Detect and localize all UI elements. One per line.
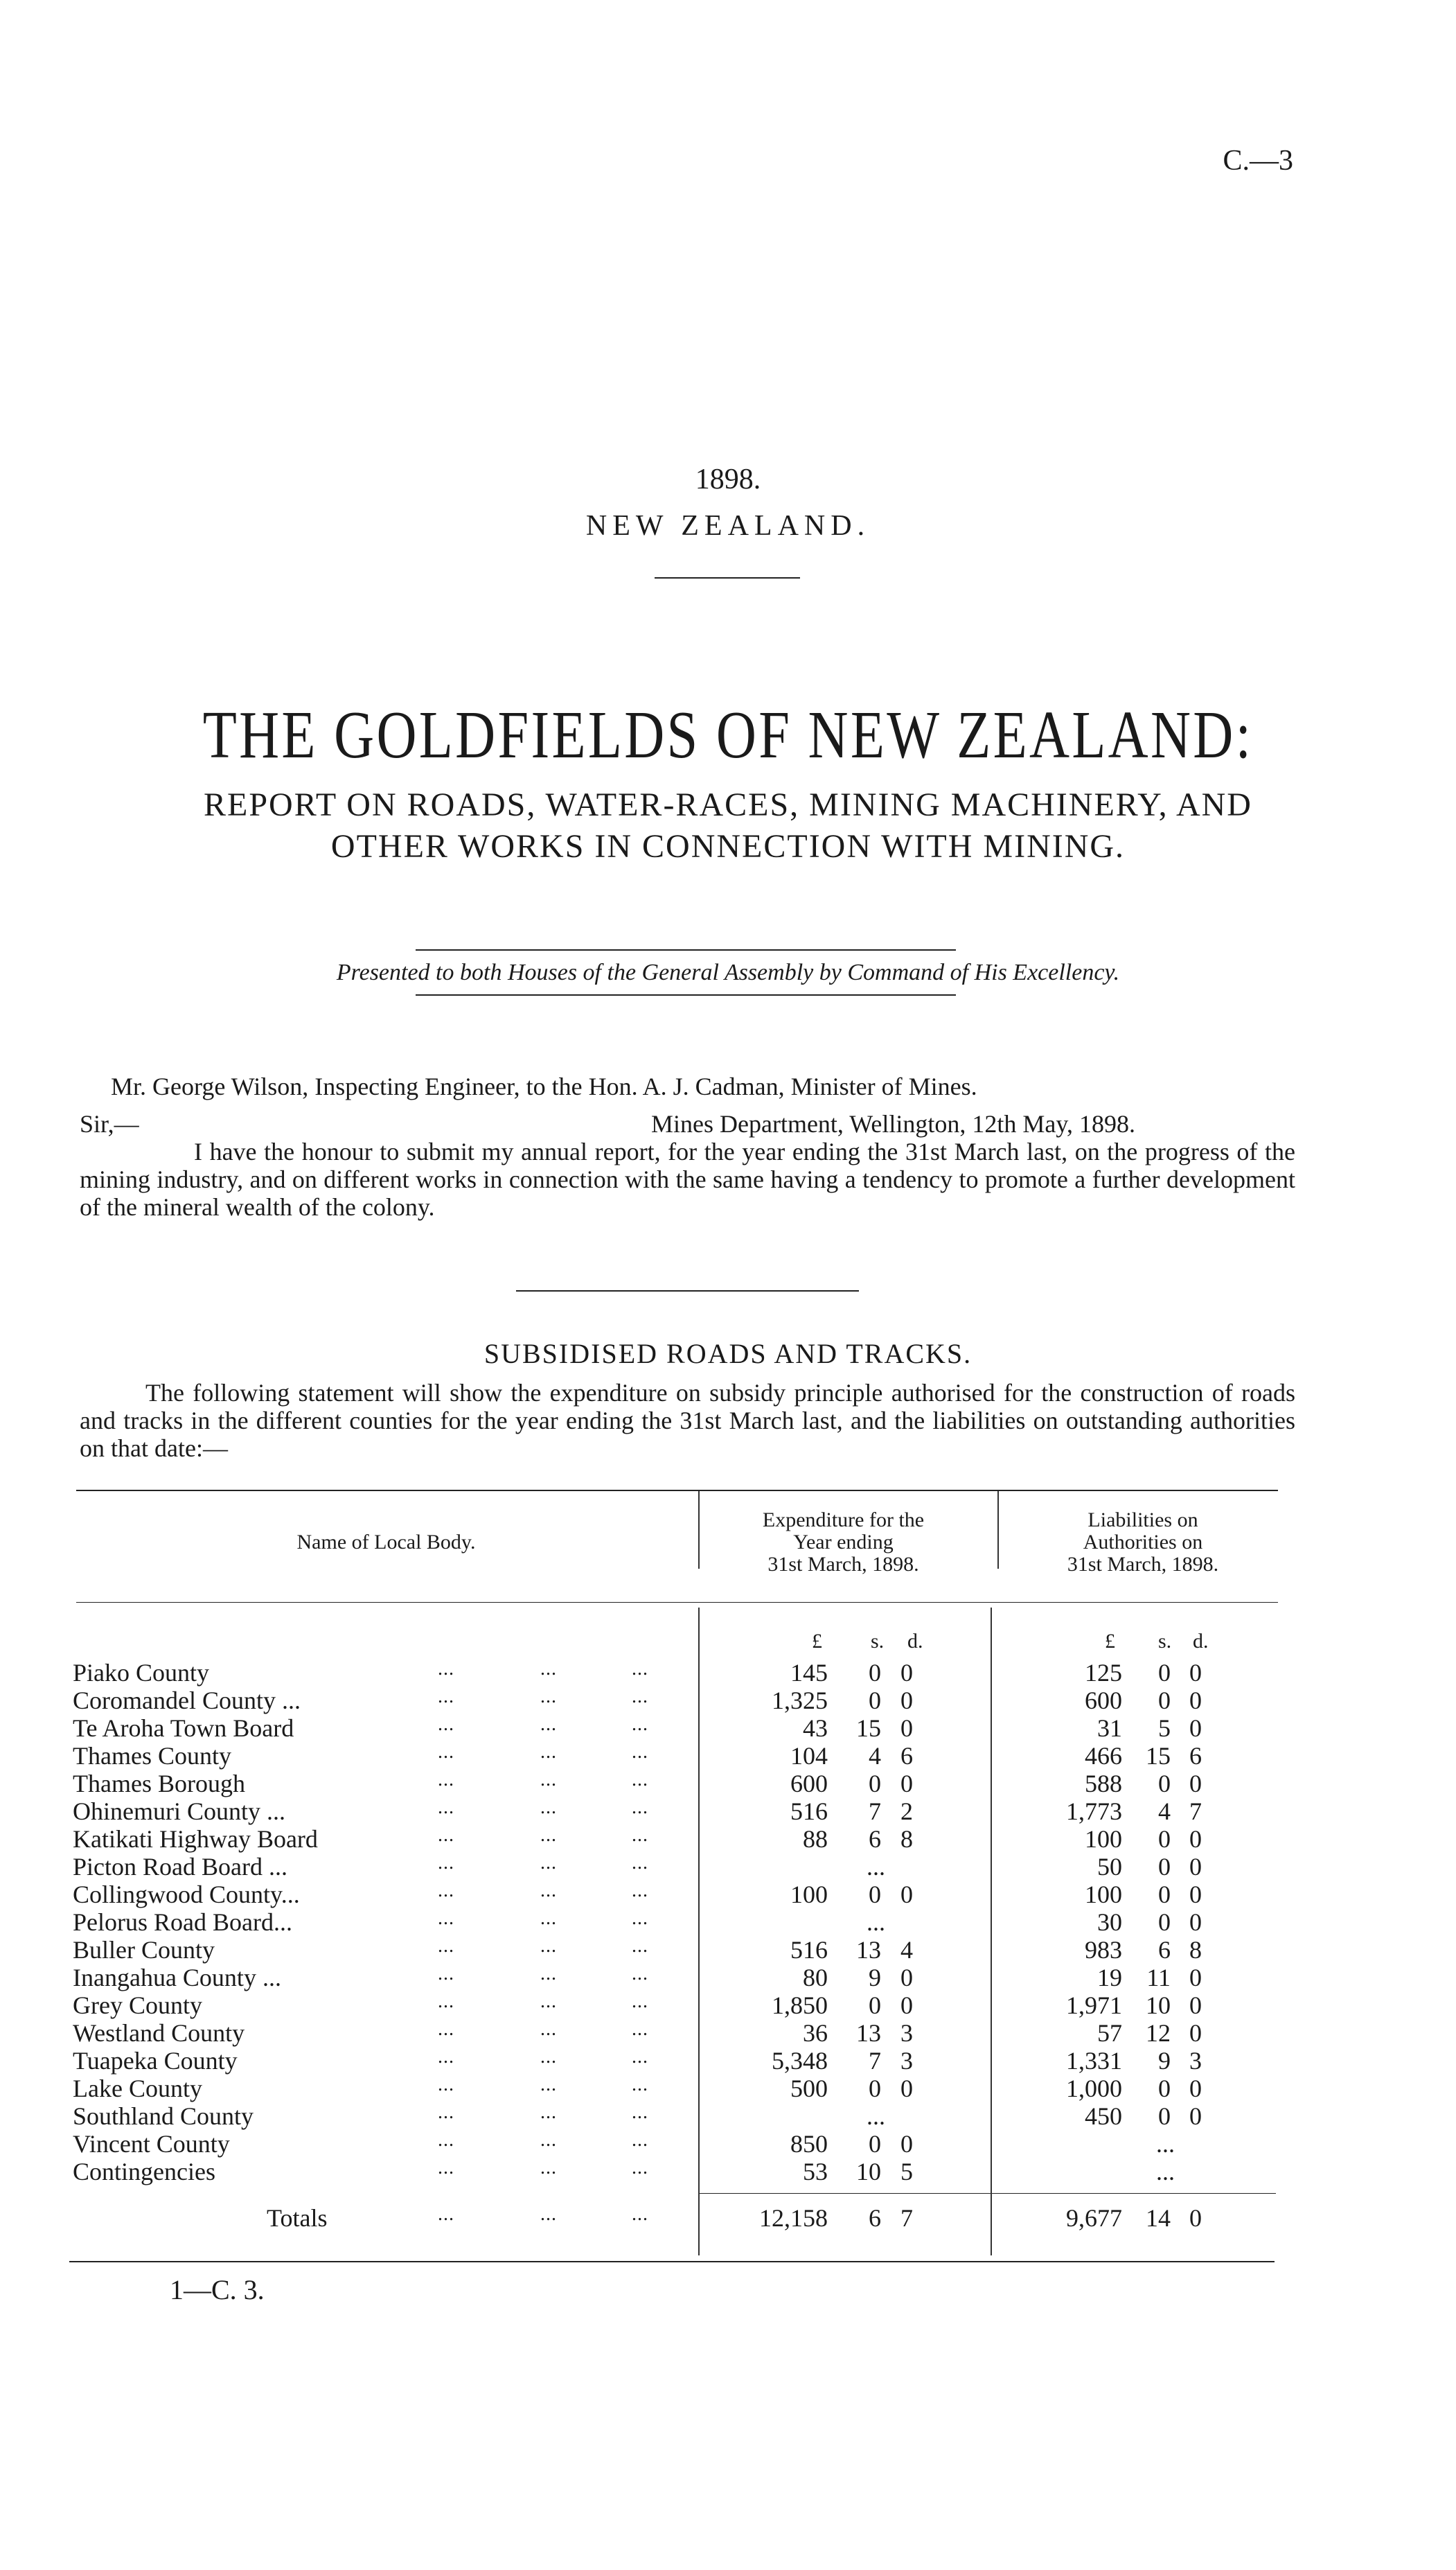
leader-dots: ... <box>632 1908 648 1929</box>
leader-dots: ... <box>438 2203 454 2225</box>
liability-pounds: 1,773 <box>1066 1797 1122 1825</box>
salutation: Sir,— <box>80 1110 139 1138</box>
liability-shillings: 5 <box>1158 1714 1171 1742</box>
liability-pounds: 600 <box>1085 1687 1122 1714</box>
expenditure-pounds: 36 <box>803 2019 828 2047</box>
liability-pence: 6 <box>1189 1742 1202 1770</box>
expenditure-shillings: 6 <box>869 1825 881 1853</box>
col-header-expenditure-2: Year ending <box>793 1531 894 1554</box>
table-row <box>0 1714 1456 1741</box>
liability-shillings: 4 <box>1158 1797 1171 1825</box>
liability-pence: 7 <box>1189 1797 1202 1825</box>
leader-dots: ... <box>438 1880 454 1901</box>
row-name: Westland County <box>73 2019 245 2047</box>
liability-pounds: 100 <box>1085 1881 1122 1908</box>
leader-dots: ... <box>632 1852 648 1874</box>
liability-pounds: 983 <box>1085 1936 1122 1964</box>
expenditure-pounds: 516 <box>790 1797 828 1825</box>
liability-pence: 0 <box>1189 1770 1202 1797</box>
subtitle-line-2: OTHER WORKS IN CONNECTION WITH MINING. <box>330 828 1126 865</box>
leader-dots: ... <box>540 2102 557 2123</box>
leader-dots: ... <box>632 1963 648 1984</box>
liability-shillings: 6 <box>1158 1936 1171 1964</box>
subtitle-line-1: REPORT ON ROADS, WATER-RACES, MINING MACHINERY, AND <box>204 786 1252 823</box>
col-header-name: Name of Local Body. <box>296 1531 476 1554</box>
row-name: Vincent County <box>73 2130 230 2158</box>
leader-dots: ... <box>540 1797 557 1818</box>
table-row <box>0 2074 1456 2102</box>
expenditure-pounds: 516 <box>790 1936 828 1964</box>
expenditure-shillings: 0 <box>869 1881 881 1908</box>
row-name: Coromandel County ... <box>73 1687 301 1714</box>
expenditure-pence: 0 <box>900 1714 913 1742</box>
liability-pence: 0 <box>1189 2019 1202 2047</box>
expenditure-shillings: 0 <box>869 1687 881 1714</box>
leader-dots: ... <box>632 1880 648 1901</box>
leader-dots: ... <box>540 1852 557 1874</box>
row-name: Piako County <box>73 1659 210 1687</box>
liability-pounds: 19 <box>1097 1964 1122 1991</box>
row-name: Picton Road Board ... <box>73 1853 287 1881</box>
leader-dots: ... <box>438 1852 454 1874</box>
leader-dots: ... <box>438 1714 454 1735</box>
liability-pence: 3 <box>1189 2047 1202 2075</box>
leader-dots: ... <box>438 1686 454 1707</box>
col-header-liabilities <box>997 1509 1288 1576</box>
leader-dots: ... <box>540 2157 557 2179</box>
expenditure-pounds: 80 <box>803 1964 828 1991</box>
expenditure-shillings: 7 <box>869 1797 881 1825</box>
expenditure-pounds: 600 <box>790 1770 828 1797</box>
liability-shillings: 0 <box>1158 1881 1171 1908</box>
col-header-liabilities-3: 31st March, 1898. <box>1067 1553 1219 1576</box>
liability-pence: 0 <box>1189 1687 1202 1714</box>
liability-shillings: 0 <box>1158 1687 1171 1714</box>
exp-unit-pound: £ <box>812 1630 822 1653</box>
totals-line <box>0 2203 1456 2231</box>
country-heading: NEW ZEALAND. <box>585 510 871 542</box>
expenditure-pence: 3 <box>900 2019 913 2047</box>
expenditure-pounds: 145 <box>790 1659 828 1687</box>
leader-dots: ... <box>540 1880 557 1901</box>
leader-dots: ... <box>632 1658 648 1680</box>
leader-dots: ... <box>438 2018 454 2040</box>
leader-dots: ... <box>540 1741 557 1763</box>
footer-reference: 1—C. 3. <box>170 2274 265 2305</box>
leader-dots: ... <box>540 1714 557 1735</box>
row-name: Pelorus Road Board... <box>73 1908 292 1936</box>
table-top-rule <box>76 1490 1278 1491</box>
liability-pounds: 450 <box>1085 2102 1122 2130</box>
expenditure-shillings: 10 <box>856 2158 881 2185</box>
expenditure-pounds: 100 <box>790 1881 828 1908</box>
leader-dots: ... <box>438 1991 454 2012</box>
liability-shillings: 0 <box>1158 1770 1171 1797</box>
row-name: Buller County <box>73 1936 215 1964</box>
liability-pence: 0 <box>1189 2075 1202 2102</box>
expenditure-pounds: 850 <box>790 2130 828 2158</box>
expenditure-pence: 0 <box>900 1991 913 2019</box>
table-row <box>0 1824 1456 1852</box>
expenditure-shillings: 0 <box>869 2130 881 2158</box>
liability-pounds: 1,971 <box>1066 1991 1122 2019</box>
page-reference: C.—3 <box>1223 145 1293 177</box>
table-row <box>0 2129 1456 2157</box>
liability-shillings: 0 <box>1158 1659 1171 1687</box>
expenditure-shillings: 0 <box>869 1770 881 1797</box>
leader-dots: ... <box>632 2157 648 2179</box>
leader-dots: ... <box>632 2129 648 2151</box>
expenditure-pence: 8 <box>900 1825 913 1853</box>
leader-dots: ... <box>540 2018 557 2040</box>
row-name: Inangahua County ... <box>73 1964 281 1991</box>
expenditure-pence: 0 <box>900 1687 913 1714</box>
liability-pounds: 466 <box>1085 1742 1122 1770</box>
section-title: SUBSIDISED ROADS AND TRACKS. <box>483 1338 973 1369</box>
table-row <box>0 1658 1456 1686</box>
leader-dots: ... <box>632 1714 648 1735</box>
liability-pounds: 125 <box>1085 1659 1122 1687</box>
leader-dots: ... <box>540 1991 557 2012</box>
expenditure-pounds: 53 <box>803 2158 828 2185</box>
expenditure-pounds: 88 <box>803 1825 828 1853</box>
expenditure-pounds: 5,348 <box>772 2047 828 2075</box>
liability-pounds: 57 <box>1097 2019 1122 2047</box>
totals-label: Totals <box>267 2204 328 2232</box>
expenditure-pence: 6 <box>900 1742 913 1770</box>
table-row <box>0 1908 1456 1935</box>
leader-dots: ... <box>540 1769 557 1790</box>
expenditure-pence: 0 <box>900 2130 913 2158</box>
table-header-rule <box>76 1602 1278 1603</box>
liability-shillings: 9 <box>1158 2047 1171 2075</box>
expenditure-pence: 2 <box>900 1797 913 1825</box>
total-expenditure-shillings: 6 <box>869 2204 881 2232</box>
leader-dots: ... <box>632 1686 648 1707</box>
leader-dots: ... <box>438 1797 454 1818</box>
leader-dots: ... <box>438 1741 454 1763</box>
expenditure-pence: 0 <box>900 1770 913 1797</box>
table-row <box>0 1935 1456 1963</box>
table-row <box>0 1991 1456 2018</box>
section-intro: The following statement will show the expenditure on subsidy principle authorised for the construction of roads and tracks in the different counties for the year ending the 31st March last, and the liabilities on outstanding authorities on that date:— <box>80 1379 1295 1462</box>
liability-pence: 0 <box>1189 1991 1202 2019</box>
expenditure-shillings: 13 <box>856 2019 881 2047</box>
liability-shillings: 15 <box>1146 1742 1171 1770</box>
row-name: Southland County <box>73 2102 254 2130</box>
leader-dots: ... <box>438 2157 454 2179</box>
presented-rule-bottom <box>416 994 956 996</box>
leader-dots: ... <box>632 1935 648 1957</box>
leader-dots: ... <box>632 1824 648 1846</box>
liability-pounds: 588 <box>1085 1770 1122 1797</box>
letter-body: I have the honour to submit my annual report, for the year ending the 31st March last, on the progress of the mining industry, and on different works in connection with the same having a tendency to promote a further development of the mineral wealth of the colony. <box>80 1138 1295 1221</box>
expenditure-pence: 5 <box>900 2158 913 2185</box>
leader-dots: ... <box>438 1935 454 1957</box>
presented-line: Presented to both Houses of the General Assembly by Command of His Excellency. <box>336 960 1120 985</box>
table-row <box>0 1852 1456 1880</box>
leader-dots: ... <box>438 2046 454 2068</box>
leader-dots: ... <box>540 1686 557 1707</box>
table-bottom-rule <box>69 2261 1275 2262</box>
short-rule <box>655 577 800 579</box>
row-name: Tuapeka County <box>73 2047 238 2075</box>
expenditure-shillings: 0 <box>869 2075 881 2102</box>
leader-dots: ... <box>632 2074 648 2095</box>
table-row <box>0 2018 1456 2046</box>
total-expenditure-pence: 7 <box>900 2204 913 2232</box>
exp-unit-pence: d. <box>907 1630 923 1653</box>
col-header-expenditure <box>700 1509 987 1576</box>
expenditure-pence: 0 <box>900 1881 913 1908</box>
liability-pounds: 1,000 <box>1066 2075 1122 2102</box>
liability-shillings: 0 <box>1158 2075 1171 2102</box>
liability-blank: ... <box>1156 2130 1175 2158</box>
expenditure-blank: ... <box>867 2102 885 2130</box>
liability-pence: 0 <box>1189 1659 1202 1687</box>
table-row <box>0 1963 1456 1991</box>
liability-shillings: 0 <box>1158 1853 1171 1881</box>
row-name: Collingwood County... <box>73 1881 300 1908</box>
liability-shillings: 12 <box>1146 2019 1171 2047</box>
expenditure-shillings: 0 <box>869 1991 881 2019</box>
expenditure-shillings: 7 <box>869 2047 881 2075</box>
liability-pounds: 30 <box>1097 1908 1122 1936</box>
col-header-expenditure-1: Expenditure for the <box>762 1508 925 1531</box>
leader-dots: ... <box>438 1658 454 1680</box>
table-row <box>0 2102 1456 2129</box>
liability-pence: 8 <box>1189 1936 1202 1964</box>
table-row <box>0 1686 1456 1714</box>
totals-rule-lia <box>992 2193 1276 2194</box>
liability-pounds: 100 <box>1085 1825 1122 1853</box>
lia-unit-shilling: s. <box>1158 1630 1172 1653</box>
liability-pounds: 31 <box>1097 1714 1122 1742</box>
expenditure-pence: 3 <box>900 2047 913 2075</box>
lia-unit-pence: d. <box>1193 1630 1209 1653</box>
expenditure-pence: 4 <box>900 1936 913 1964</box>
leader-dots: ... <box>438 1769 454 1790</box>
total-liability-pence: 0 <box>1189 2204 1202 2232</box>
expenditure-shillings: 0 <box>869 1659 881 1687</box>
row-name: Grey County <box>73 1991 202 2019</box>
row-name: Thames County <box>73 1742 231 1770</box>
exp-unit-shilling: s. <box>871 1630 885 1653</box>
liability-pence: 0 <box>1189 1714 1202 1742</box>
liability-pence: 0 <box>1189 1908 1202 1936</box>
leader-dots: ... <box>438 1908 454 1929</box>
expenditure-pounds: 104 <box>790 1742 828 1770</box>
expenditure-blank: ... <box>867 1908 885 1936</box>
expenditure-blank: ... <box>867 1853 885 1881</box>
leader-dots: ... <box>540 2074 557 2095</box>
total-expenditure-pounds: 12,158 <box>759 2204 828 2232</box>
dateline: Mines Department, Wellington, 12th May, 1898. <box>651 1110 1136 1138</box>
leader-dots: ... <box>438 1824 454 1846</box>
document-title: THE GOLDFIELDS OF NEW ZEALAND: <box>202 698 1254 773</box>
expenditure-pounds: 43 <box>803 1714 828 1742</box>
col-header-liabilities-2: Authorities on <box>1083 1531 1203 1554</box>
expenditure-pounds: 1,325 <box>772 1687 828 1714</box>
liability-pence: 0 <box>1189 2102 1202 2130</box>
row-name: Thames Borough <box>73 1770 245 1797</box>
presented-rule-top <box>416 949 956 951</box>
liability-shillings: 10 <box>1146 1991 1171 2019</box>
report-year: 1898. <box>695 464 761 495</box>
total-liability-shillings: 14 <box>1146 2204 1171 2232</box>
row-name: Katikati Highway Board <box>73 1825 318 1853</box>
leader-dots: ... <box>540 1935 557 1957</box>
row-name: Lake County <box>73 2075 202 2102</box>
table-row <box>0 1797 1456 1824</box>
liability-pence: 0 <box>1189 1825 1202 1853</box>
leader-dots: ... <box>632 2203 648 2225</box>
table-row <box>0 2046 1456 2074</box>
leader-dots: ... <box>632 1991 648 2012</box>
table-row <box>0 1741 1456 1769</box>
leader-dots: ... <box>540 2129 557 2151</box>
col-header-expenditure-3: 31st March, 1898. <box>767 1553 919 1576</box>
leader-dots: ... <box>540 2046 557 2068</box>
row-name: Ohinemuri County ... <box>73 1797 285 1825</box>
liability-pence: 0 <box>1189 1853 1202 1881</box>
expenditure-shillings: 9 <box>869 1964 881 1991</box>
leader-dots: ... <box>540 1658 557 1680</box>
expenditure-pence: 0 <box>900 1964 913 1991</box>
col-divider-2-header <box>997 1491 999 1569</box>
table-row <box>0 1769 1456 1797</box>
leader-dots: ... <box>540 2203 557 2225</box>
expenditure-pounds: 1,850 <box>772 1991 828 2019</box>
leader-dots: ... <box>438 1963 454 1984</box>
leader-dots: ... <box>438 2102 454 2123</box>
liability-blank: ... <box>1156 2158 1175 2185</box>
expenditure-pence: 0 <box>900 2075 913 2102</box>
leader-dots: ... <box>632 2102 648 2123</box>
addressee-line: Mr. George Wilson, Inspecting Engineer, to the Hon. A. J. Cadman, Minister of Mines. <box>111 1073 977 1100</box>
expenditure-shillings: 4 <box>869 1742 881 1770</box>
liability-shillings: 0 <box>1158 1825 1171 1853</box>
expenditure-shillings: 13 <box>856 1936 881 1964</box>
col-divider-1-header <box>698 1491 700 1569</box>
liability-pounds: 50 <box>1097 1853 1122 1881</box>
liability-shillings: 0 <box>1158 2102 1171 2130</box>
liability-pence: 0 <box>1189 1881 1202 1908</box>
leader-dots: ... <box>438 2074 454 2095</box>
lia-unit-pound: £ <box>1105 1630 1115 1653</box>
leader-dots: ... <box>540 1908 557 1929</box>
liability-pence: 0 <box>1189 1964 1202 1991</box>
table-row <box>0 2157 1456 2185</box>
leader-dots: ... <box>632 1797 648 1818</box>
liability-pounds: 1,331 <box>1066 2047 1122 2075</box>
totals-rule-exp <box>700 2193 991 2194</box>
expenditure-shillings: 15 <box>856 1714 881 1742</box>
leader-dots: ... <box>540 1963 557 1984</box>
leader-dots: ... <box>540 1824 557 1846</box>
row-name: Te Aroha Town Board <box>73 1714 294 1742</box>
document-subtitle <box>69 784 1387 868</box>
total-liability-pounds: 9,677 <box>1066 2204 1122 2232</box>
liability-shillings: 11 <box>1146 1964 1171 1991</box>
row-name: Contingencies <box>73 2158 215 2185</box>
leader-dots: ... <box>438 2129 454 2151</box>
section-rule <box>516 1290 859 1292</box>
leader-dots: ... <box>632 2046 648 2068</box>
leader-dots: ... <box>632 2018 648 2040</box>
expenditure-pence: 0 <box>900 1659 913 1687</box>
leader-dots: ... <box>632 1769 648 1790</box>
expenditure-pounds: 500 <box>790 2075 828 2102</box>
table-row <box>0 1880 1456 1908</box>
col-header-liabilities-1: Liabilities on <box>1087 1508 1198 1531</box>
liability-shillings: 0 <box>1158 1908 1171 1936</box>
leader-dots: ... <box>632 1741 648 1763</box>
